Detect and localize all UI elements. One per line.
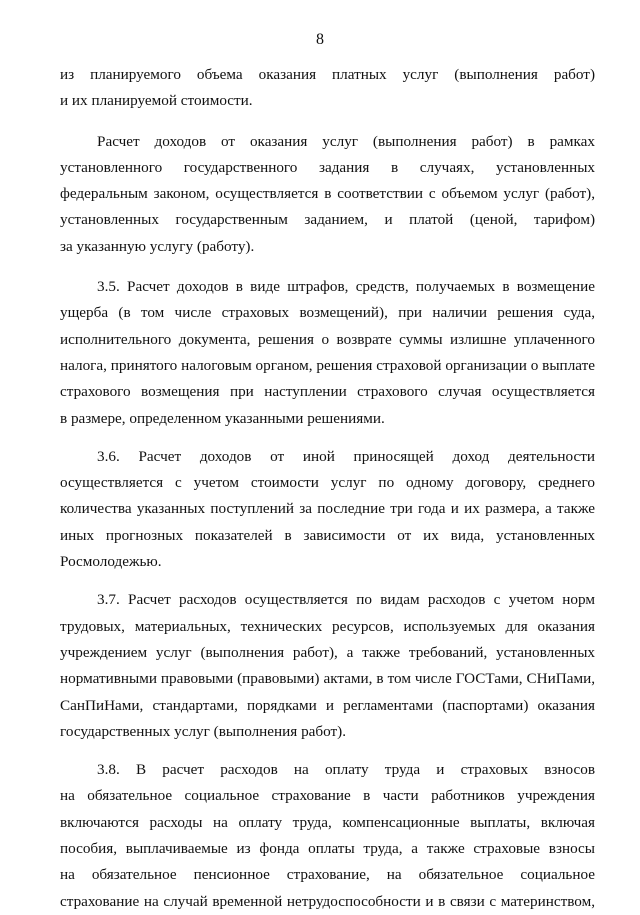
paragraph-section-3-6 — [60, 444, 595, 575]
text-line: пособия, выплачиваемые из фонда оплаты труда, а также страховые взносы — [60, 840, 595, 858]
text-line: исполнительного документа, решения о возврате суммы излишне уплаченного — [60, 330, 595, 348]
text-line: из планируемого объема оказания платных услуг (выполнения работ) — [60, 66, 595, 83]
text-line: федеральным законом, осуществляется в соответствии с объемом услуг (работ), — [60, 185, 595, 203]
text-line: СанПиНами, стандартами, порядками и регламентами (паспортами) оказания — [60, 696, 595, 714]
text-line: 3.6. Расчет доходов от иной приносящей доход деятельности — [97, 447, 595, 465]
text-line: Росмолодежью. — [60, 553, 162, 571]
text-line: за указанную услугу (работу). — [60, 237, 255, 255]
page-number: 8 — [316, 31, 324, 48]
text-line: учреждением услуг (выполнения работ), а также требований, установленных — [60, 643, 595, 661]
text-line: налога, принятого налоговым органом, решения страховой организации о выплате — [60, 356, 595, 374]
document-body — [60, 62, 595, 915]
paragraph-section-3-7 — [60, 587, 595, 745]
text-line: осуществляется с учетом стоимости услуг по одному договору, среднего — [60, 474, 595, 492]
text-line: и их планируемой стоимости. — [60, 92, 253, 110]
text-line: установленных государственным заданием, и платой (ценой, тарифом) — [60, 211, 595, 229]
text-line: страхового возмещения при наступлении страхового случая осуществляется — [60, 383, 595, 401]
text-line: Расчет доходов от оказания услуг (выполнения работ) в рамках — [97, 132, 595, 150]
text-line: нормативными правовыми (правовыми) актами, в том числе ГОСТами, СНиПами, — [60, 670, 595, 688]
paragraph-continuation — [60, 62, 595, 115]
text-line: иных прогнозных показателей в зависимости от их вида, установленных — [60, 526, 595, 544]
text-line: трудовых, материальных, технических ресурсов, используемых для оказания — [60, 617, 595, 635]
text-line: 3.7. Расчет расходов осуществляется по видам расходов с учетом норм — [97, 591, 595, 609]
text-line: на обязательное социальное страхование в части работников учреждения — [60, 787, 595, 805]
paragraph-state-task-income — [60, 129, 595, 260]
text-line: в размере, определенном указанными решениями. — [60, 409, 385, 427]
text-line: на обязательное пенсионное страхование, на обязательное социальное — [60, 866, 595, 884]
text-line: количества указанных поступлений за последние три года и их размера, а также — [60, 500, 595, 518]
paragraph-section-3-5 — [60, 274, 595, 432]
text-line: государственных услуг (выполнения работ). — [60, 722, 347, 740]
text-line: 3.5. Расчет доходов в виде штрафов, средств, получаемых в возмещение — [97, 278, 595, 296]
paragraph-section-3-8 — [60, 757, 595, 915]
text-line: установленного государственного задания в случаях, установленных — [60, 158, 595, 176]
text-line: страхование на случай временной нетрудоспособности и в связи с материнством, — [60, 892, 595, 910]
text-line: ущерба (в том числе страховых возмещений), при наличии решения суда, — [60, 304, 595, 322]
text-line: 3.8. В расчет расходов на оплату труда и страховых взносов — [97, 761, 595, 779]
text-line: включаются расходы на оплату труда, компенсационные выплаты, включая — [60, 813, 595, 831]
